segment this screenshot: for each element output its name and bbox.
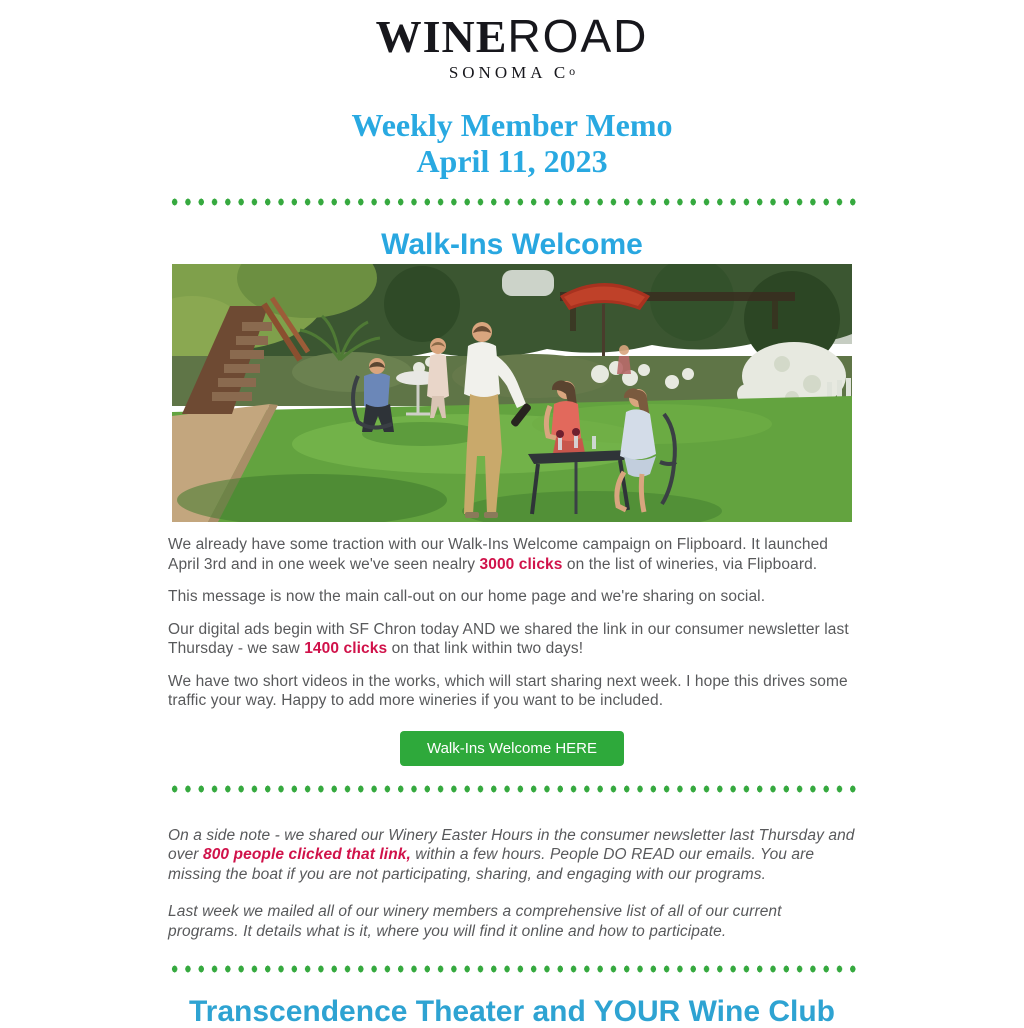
button-row <box>168 731 856 766</box>
wine-road-logo <box>168 0 856 81</box>
p3-highlight-1400-clicks: 1400 clicks <box>304 640 388 657</box>
winery-garden-tasting-photo <box>172 264 852 522</box>
p3-pre: Our digital ads begin with SF Chron today AND we shared the link in our consumer newsletter last Thursday - we saw <box>168 620 849 657</box>
p1-highlight-3000-clicks: 3000 clicks <box>479 555 563 573</box>
transcendence-heading: Transcendence Theater and YOUR Wine Club <box>189 995 835 1028</box>
side1-post: within a few hours. People DO READ our emails. You are missing the boat if you are not participating, sharing, and engaging with our programs. <box>168 846 815 883</box>
side1-highlight-800-people: 800 people clicked that link, <box>202 846 411 863</box>
memo-title-line: Weekly Member Memo <box>351 107 673 143</box>
newsletter-body <box>168 0 856 1028</box>
logo-road-text: ROAD <box>507 10 649 62</box>
memo-date: April 11, 2023 <box>416 143 608 179</box>
logo-subtitle: SONOMA Co <box>448 63 576 82</box>
paragraph-homepage: This message is now the main call-out on our home page and we're sharing on social. <box>168 588 766 605</box>
dotted-divider <box>168 198 856 206</box>
memo-title <box>168 107 856 179</box>
paragraph-easter-hours <box>168 826 856 885</box>
wine-road-wordmark <box>168 10 856 62</box>
walkins-welcome-here-button[interactable]: Walk-Ins Welcome HERE <box>400 731 624 766</box>
paragraph-flipboard <box>168 535 856 574</box>
dotted-divider <box>168 965 856 973</box>
dotted-divider <box>168 785 856 793</box>
side1-pre: On a side note - we shared our Winery Easter Hours in the consumer newsletter last Thursday and over <box>168 826 855 863</box>
logo-wine-text: WINE <box>375 11 508 62</box>
p1-pre: We already have some traction with our Walk-Ins Welcome campaign on Flipboard. It launched April 3rd and in one week we've seen nealry <box>168 536 829 573</box>
p1-post: on the list of wineries, via Flipboard. <box>562 555 818 573</box>
paragraph-digital-ads <box>168 620 856 659</box>
p3-post: on that link within two days! <box>387 640 584 657</box>
side-note-section <box>168 826 856 942</box>
paragraph-videos: We have two short videos in the works, which will start sharing next week. I hope this drives some traffic your way. Happy to add more wineries if you want to be included. <box>168 672 848 709</box>
logo-subtitle-small-o: o <box>569 64 576 78</box>
walkins-heading: Walk-Ins Welcome <box>381 228 643 261</box>
paragraph-mailed-programs: Last week we mailed all of our winery members a comprehensive list of all of our current programs. It details what is it, where you will find it online and how to participate. <box>168 903 782 940</box>
